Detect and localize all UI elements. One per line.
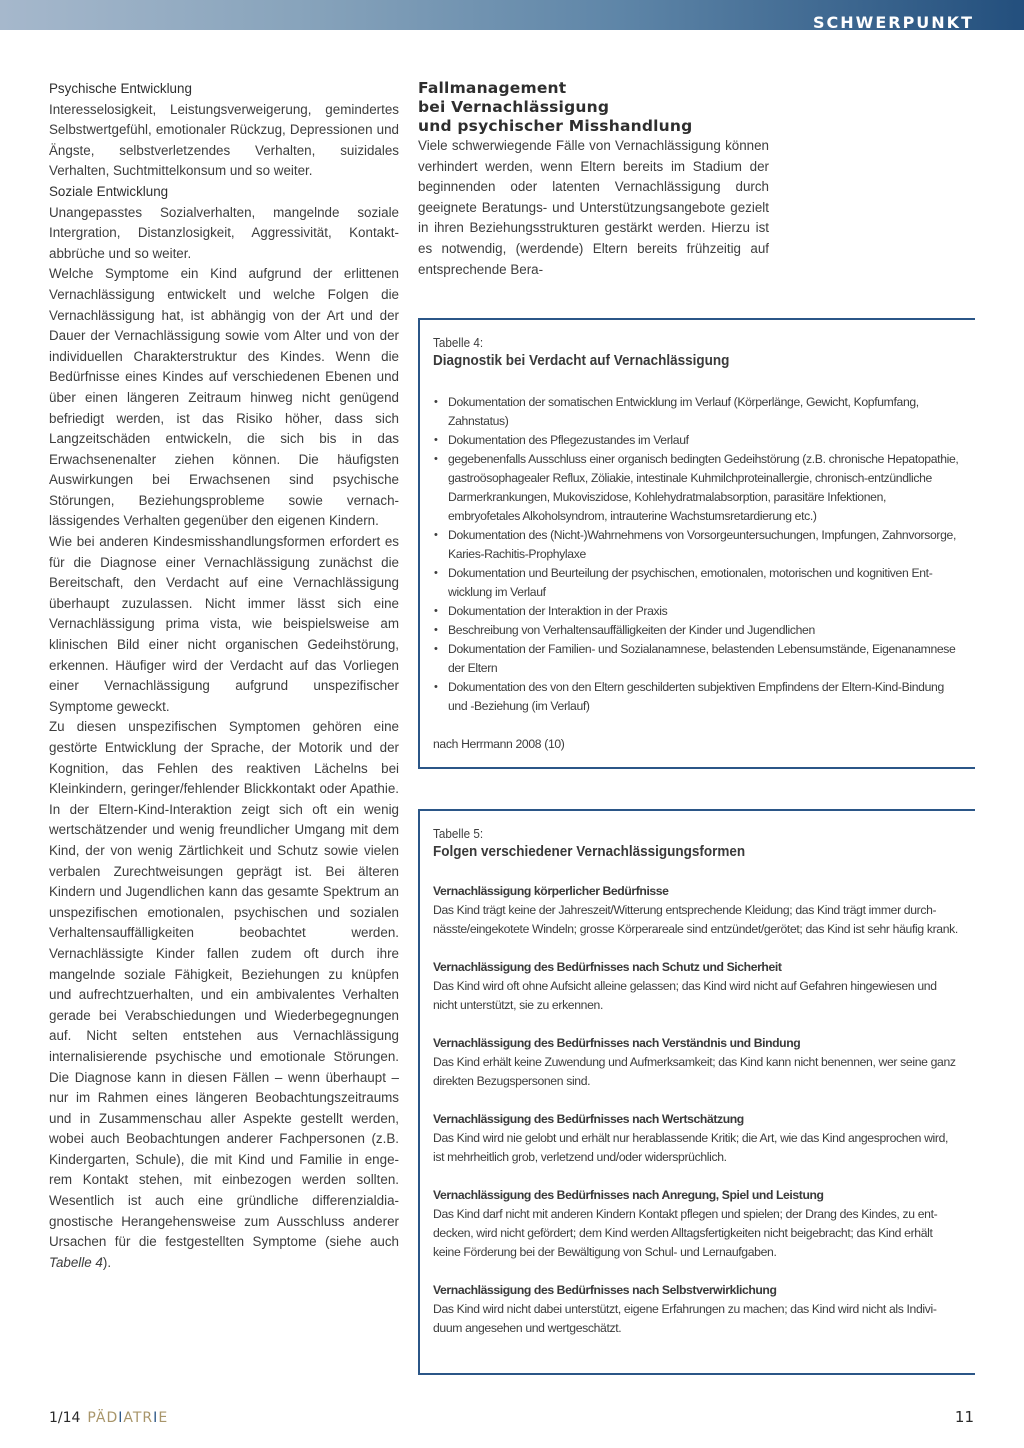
neglect-form-body: Das Kind wird nicht dabei unterstützt, eigene Erfahrungen zu machen; das Kind wird nicht als Individuum angesehen und wertgeschätzt.: [433, 1302, 937, 1335]
body-paragraph-text: Zu diesen unspezifischen Symptomen gehören eine gestörte Entwicklung der Sprache, der Motorik und der Kognition, das Fehlen des reaktiven Lächelns bei Kleinkindern, geringer/fehlender Blickkontakt oder Apathie. In der Eltern-Kind-Interaktion zeigt sich oft ein wenig wertschätzender und wenig freundlicher Umgang mit dem Kind, der von wenig Zärtlichkeit und Schutz sowie vielen verbalen Zurechtweisungen geprägt ist. Bei älteren Kindern und Jugendlichen kann das gesamte Spektrum an unspezifischen emotionalen, psychischen und sozialen Verhaltensauffälligkeiten beobachtet werden. Vernachlässigte Kinder fallen zudem oft durch ihre mangelnde soziale Fähigkeit, Beziehungen zu knüpfen und aufrechtzuerhalten, und ein ambivalentes Verhalten gerade bei Verabschiedungen und Wiederbegegnungen auf. Nicht selten entstehen aus Vernachlässigung internalisierende psychische und emotionale Störungen. Die Diagnose kann in diesen Fällen – wenn überhaupt – nur im Rahmen eines längeren Beobachtungszeitraums und in Zusammenschau aller Aspekte gestellt werden, wobei auch Beobachtungen anderer Fachpersonen (z.B. Kindergarten, Schule), die mit Kind und Familie in engerem Kontakt stehen, mit einbezogen werden sollten. Wesentlich ist auch eine gründliche differenzialdiagnostische Herangehensweise zum Ausschluss anderer Ursachen für die festgestellten Symptome (siehe auch: [49, 719, 399, 1250]
brand-logo-part: E: [158, 1410, 169, 1426]
body-paragraph: Welche Symptome ein Kind aufgrund der erlittenen Vernachlässigung entwickelt und welche Folgen die Vernachlässigung hat, ist abhängig von der Art und der Dauer der Vernachlässigung sowie vom Alter und von der individuellen Charakterstruktur des Kindes. Wenn die Bedürfnisse eines Kindes auf verschiedenen Ebenen und über einen längeren Zeitraum hinweg nicht genügend befriedigt werden, ist das Risiko höher, dass sich Langzeitschäden entwickeln, die sich bis in das Erwachsenenalter ziehen können. Die häufigsten Auswirkungen bei Erwachsenen sind psychische Störungen, Beziehungsprobleme sowie vernachlässigendes Verhalten gegenüber den eigenen Kindern.: [49, 266, 399, 529]
brand-logo-part: ATR: [123, 1410, 154, 1426]
neglect-form-body: Das Kind wird oft ohne Aufsicht alleine gelassen; das Kind wird nicht auf Gefahren hingewiesen und nicht unterstützt, sie zu erkennen.: [433, 979, 937, 1012]
body-paragraph: Wie bei anderen Kindesmisshandlungsformen erfordert es für die Diagnose einer Vernachlässigung zunächst die Bereitschaft, den Verdacht auf eine Vernachlässigung überhaupt zuzulassen. Nicht immer lässt sich eine Vernachlässigung prima vista, wie beispielsweise am klinischen Bild einer nicht organischen Gedeihstörung, erkennen. Häufiger wird der Verdacht auf das Vorliegen einer Vernachlässigung aufgrund unspezifischer Symptome geweckt.: [49, 534, 399, 714]
table-5-box: [418, 809, 975, 1375]
neglect-forms-list: [433, 882, 961, 1338]
list-item-text: Dokumentation und Beurteilung der psychischen, emotionalen, motorischen und kognitiven Entwicklung im Verlauf: [448, 566, 933, 599]
list-item: [433, 564, 961, 602]
bullet-icon: •: [434, 434, 438, 446]
table-title: Diagnostik bei Verdacht auf Vernachlässigung: [433, 352, 730, 369]
neglect-form-heading: Vernachlässigung des Bedürfnisses nach Wertschätzung: [433, 1112, 744, 1126]
list-item-text: gegebenenfalls Ausschluss einer organisch bedingten Gedeihstörung (z.B. chronische Hepatopathie, gastroösophagealer Reflux, Zöliakie, intestinale Kuhmilchproteinallergie, chronisch-entzündliche Darmerkrankungen, Mukoviszidose, Kohlehydratmalabsorption, parasitäre Infektionen, embryofetales Alkoholsyndrom, intrauterine Wachstumsretardierung etc.): [448, 452, 959, 523]
right-column-intro: [418, 79, 769, 280]
intro-paragraph: Viele schwerwiegende Fälle von Vernachlässigung können verhindert werden, wenn Eltern bereits im Stadium der beginnenden oder latenten Vernachlässigung durch geeignete Beratungs- und Unterstützungsangebote gezielt in ihren Beziehungsstrukturen gestärkt werden. Hierzu ist es notwendig, (werdende) Eltern bereits frühzeitig auf entsprechende Bera-: [418, 138, 769, 277]
neglect-form-heading: Vernachlässigung des Bedürfnisses nach Selbstverwirklichung: [433, 1283, 777, 1297]
bullet-icon: •: [434, 681, 438, 693]
bullet-icon: •: [434, 529, 438, 541]
page-number: 11: [954, 1408, 974, 1426]
neglect-form-item: [433, 958, 961, 1015]
bullet-icon: •: [434, 605, 438, 617]
brand-logo-part: I: [153, 1410, 159, 1426]
body-paragraph: Interesselosigkeit, Leistungsverweigerung, gemindertes Selbstwertgefühl, emotionaler Rückzug, Depressionen und Ängste, selbstverletzendes Verhalten, suizidales Verhalten, Suchtmittelkonsum und so weiter.: [49, 101, 399, 179]
diagnostics-list: [433, 393, 961, 716]
neglect-form-heading: Vernachlässigung des Bedürfnisses nach Anregung, Spiel und Leistung: [433, 1188, 824, 1202]
neglect-form-item: [433, 1186, 961, 1262]
section-label: SCHWERPUNKT: [813, 13, 974, 32]
list-item: [433, 602, 961, 621]
heading-line: bei Vernachlässigung: [418, 98, 610, 116]
list-item: [433, 393, 961, 431]
brand-logo-part: PÄD: [87, 1410, 119, 1426]
list-item: [433, 450, 961, 526]
heading-line: Fallmanagement: [418, 79, 567, 97]
header-bar: [0, 0, 1024, 30]
bullet-icon: •: [434, 453, 438, 465]
list-item-text: Dokumentation der somatischen Entwicklung im Verlauf (Körperlänge, Gewicht, Kopfumfang, Zahnstatus): [448, 395, 919, 428]
neglect-form-item: [433, 1281, 961, 1338]
neglect-form-heading: Vernachlässigung des Bedürfnisses nach Schutz und Sicherheit: [433, 960, 782, 974]
subheading-psychische-entwicklung: Psychische Entwicklung: [49, 81, 192, 96]
list-item: [433, 678, 961, 716]
table-source: nach Herrmann 2008 (10): [433, 737, 565, 751]
bullet-icon: •: [434, 567, 438, 579]
table-label: Tabelle 4:: [433, 335, 484, 350]
body-paragraph-final: [49, 717, 399, 1273]
heading-line: und psychischer Misshandlung: [418, 117, 693, 135]
neglect-form-heading: Vernachlässigung des Bedürfnisses nach Verständnis und Bindung: [433, 1036, 801, 1050]
neglect-form-body: Das Kind wird nie gelobt und erhält nur herablassende Kritik; die Art, wie das Kind angesprochen wird, ist mehrheitlich grob, verletzend und/oder widersprüchlich.: [433, 1131, 949, 1164]
bullet-icon: •: [434, 624, 438, 636]
body-paragraph-suffix: ).: [102, 1254, 112, 1270]
neglect-form-item: [433, 882, 961, 939]
list-item-text: Dokumentation des von den Eltern geschilderten subjektiven Empfindens der Eltern-Kind-Bindung und -Beziehung (im Verlauf): [448, 680, 944, 713]
neglect-form-item: [433, 1034, 961, 1091]
neglect-form-body: Das Kind darf nicht mit anderen Kindern Kontakt pflegen und spielen; der Drang des Kindes, zu entdecken, wird nicht gefördert; dem Kind werden Alltagsfertigkeiten nicht beigebracht; das Kind erhält keine Förderung bei der Bewältigung von Schul- und Lernaufgaben.: [433, 1207, 938, 1259]
footer-publication: [49, 1408, 168, 1427]
list-item-text: Dokumentation des (Nicht-)Wahrnehmens von Vorsorgeuntersuchungen, Impfungen, Zahnvorsorge, Karies-Rachitis-Prophylaxe: [448, 528, 956, 561]
list-item: [433, 640, 961, 678]
neglect-form-heading: Vernachlässigung körperlicher Bedürfnisse: [433, 884, 669, 898]
subheading-soziale-entwicklung: Soziale Entwicklung: [49, 183, 169, 199]
brand-logo: [87, 1410, 168, 1426]
table-label: Tabelle 5:: [433, 826, 484, 841]
list-item: [433, 621, 961, 640]
list-item: [433, 526, 961, 564]
bullet-icon: •: [434, 396, 438, 408]
body-paragraph: Unangepasstes Sozialverhalten, mangelnde soziale Intergration, Distanzlosigkeit, Aggressivität, Kontaktabbrüche und so weiter.: [49, 204, 399, 261]
brand-logo-part: I: [118, 1410, 124, 1426]
neglect-form-body: Das Kind erhält keine Zuwendung und Aufmerksamkeit; das Kind kann nicht benennen, wer seine ganz direkten Bezugspersonen sind.: [433, 1055, 956, 1088]
table-4-box: [418, 318, 975, 769]
list-item-text: Dokumentation der Familien- und Sozialanamnese, belastenden Lebensumstände, Eigenanamnese der Eltern: [448, 642, 956, 675]
table-title: Folgen verschiedener Vernachlässigungsformen: [433, 843, 746, 860]
list-item: [433, 431, 961, 450]
list-item-text: Dokumentation des Pflegezustandes im Verlauf: [448, 433, 689, 447]
left-column: [49, 79, 399, 1273]
section-heading: [418, 79, 769, 136]
bullet-icon: •: [434, 643, 438, 655]
neglect-form-item: [433, 1110, 961, 1167]
list-item-text: Beschreibung von Verhaltensauffälligkeiten der Kinder und Jugendlichen: [448, 623, 815, 637]
table-reference-link[interactable]: Tabelle 4: [49, 1254, 103, 1270]
list-item-text: Dokumentation der Interaktion in der Praxis: [448, 604, 668, 618]
issue-number: 1/14: [49, 1410, 81, 1426]
neglect-form-body: Das Kind trägt keine der Jahreszeit/Witterung entsprechende Kleidung; das Kind trägt immer durchnässte/eingekotete Windeln; grosse Körperareale sind entzündet/gerötet; das Kind ist sehr häufig krank.: [433, 903, 958, 936]
